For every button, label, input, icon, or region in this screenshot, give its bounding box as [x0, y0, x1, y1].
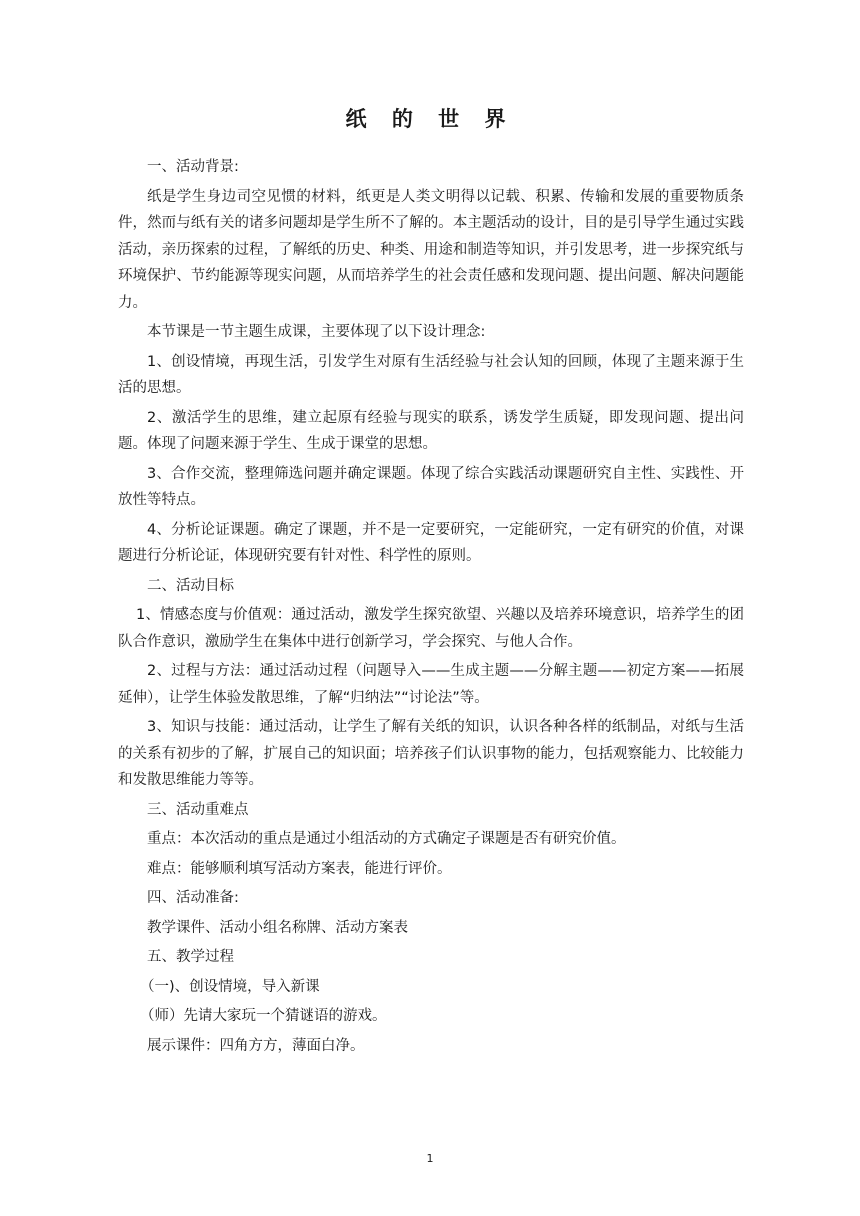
document-title: 纸 的 世 界	[345, 107, 515, 131]
document-body	[118, 154, 744, 1062]
paragraph-design-point-4: 4、分析论证课题。确定了课题，并不是一定要研究，一定能研究，一定有研究的价值，对课题进行分析论证，体现研究要有针对性、科学性的原则。	[118, 521, 744, 564]
section-heading-goals: 二、活动目标	[147, 577, 234, 594]
section-heading-preparation: 四、活动准备:	[147, 890, 239, 906]
paragraph-teacher: （师）先请大家玩一个猜谜语的游戏。	[140, 1008, 387, 1024]
page-number: 1	[426, 1152, 434, 1165]
paragraph-background: 纸是学生身边司空见惯的材料，纸更是人类文明得以记载、积累、传输和发展的重要物质条件，然而与纸有关的诸多问题却是学生所不了解的。本主题活动的设计，目的是引导学生通过实践活动，亲历探索的过程，了解纸的历史、种类、用途和制造等知识，并引发思考，进一步探究纸与环境保护、节约能源等现实问题，从而培养学生的社会责任感和发现问题、提出问题、解决问题能力。	[118, 188, 744, 311]
subsection-heading-intro: （一)、创设情境，导入新课	[140, 978, 320, 995]
paragraph-courseware: 展示课件：四角方方，薄面白净。	[147, 1037, 365, 1054]
section-heading-background: 一、活动背景:	[147, 159, 239, 175]
section-heading-process: 五、教学过程	[147, 949, 234, 965]
paragraph-goal-3: 3、知识与技能：通过活动，让学生了解有关纸的知识，认识各种各样的纸制品，对纸与生活的关系有初步的了解，扩展自己的知识面；培养孩子们认识事物的能力，包括观察能力、比较能力和发散思维能力等等。	[118, 719, 744, 788]
section-heading-key-points: 三、活动重难点	[147, 801, 249, 818]
paragraph-preparation: 教学课件、活动小组名称牌、活动方案表	[147, 919, 408, 936]
paragraph-design-point-1: 1、创设情境，再现生活，引发学生对原有生活经验与社会认知的回顾，体现了主题来源于生活的思想。	[118, 353, 744, 396]
paragraph-key-point: 重点：本次活动的重点是通过小组活动的方式确定子课题是否有研究价值。	[147, 831, 626, 847]
paragraph-goal-2: 2、过程与方法：通过活动过程（问题导入——生成主题——分解主题——初定方案——拓展延伸），让学生体验发散思维，了解“归纳法”“讨论法”等。	[118, 663, 744, 706]
paragraph-difficult-point: 难点：能够顺利填写活动方案表，能进行评价。	[147, 860, 452, 877]
paragraph-design-point-3: 3、合作交流，整理筛选问题并确定课题。体现了综合实践活动课题研究自主性、实践性、开放性等特点。	[118, 465, 744, 508]
paragraph-design-intro: 本节课是一节主题生成课，主要体现了以下设计理念:	[147, 324, 486, 340]
paragraph-design-point-2: 2、激活学生的思维，建立起原有经验与现实的联系，诱发学生质疑，即发现问题、提出问题。体现了问题来源于学生、生成于课堂的思想。	[118, 409, 744, 452]
paragraph-goal-1: 1、情感态度与价值观：通过活动，激发学生探究欲望、兴趣以及培养环境意识，培养学生的团队合作意识，激励学生在集体中进行创新学习，学会探究、与他人合作。	[118, 607, 744, 650]
